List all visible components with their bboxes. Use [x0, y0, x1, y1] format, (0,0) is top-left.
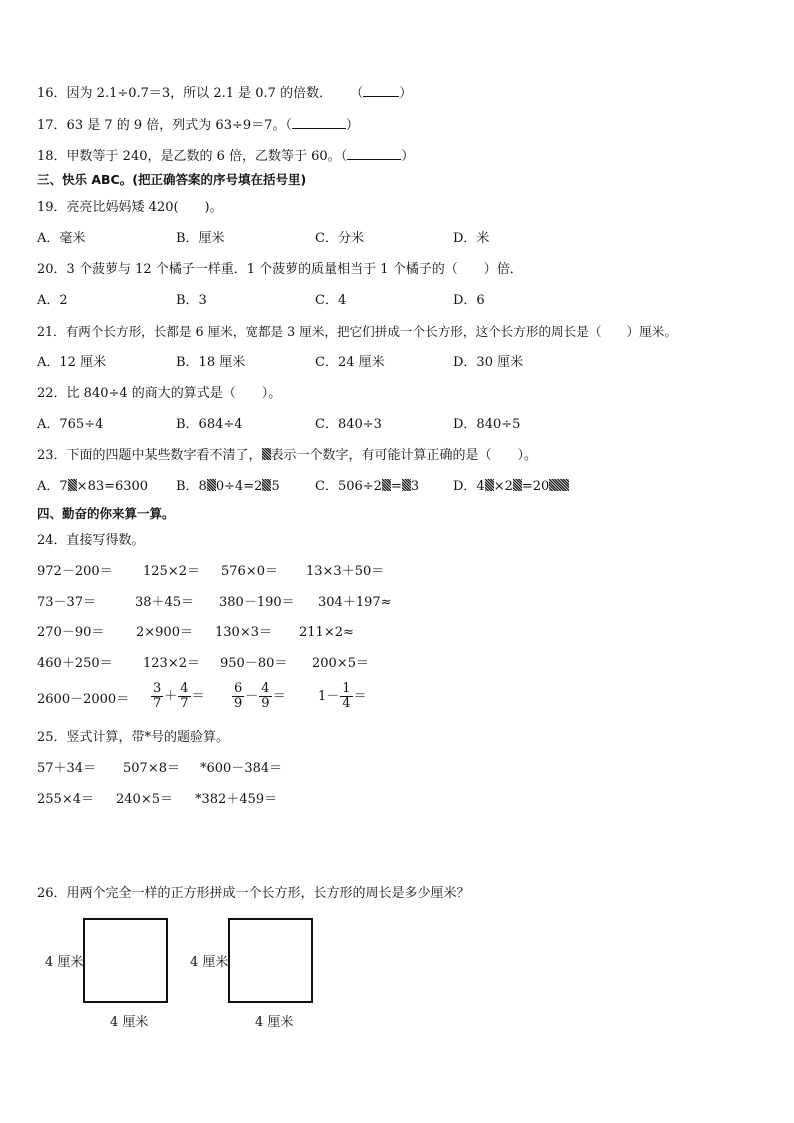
question-19-text: 19．亮亮比妈妈矮 420( )。 — [37, 200, 223, 215]
calc-item: 13×3＋50＝ — [306, 564, 385, 579]
question-17-text: 17．63 是 7 的 9 倍，列式为 63÷9＝7。 — [37, 118, 286, 133]
calc-item: 972－200＝ — [37, 564, 113, 579]
calc-item: *600－384＝ — [200, 761, 283, 776]
question-23 — [37, 448, 537, 464]
q21-option-d[interactable]: D．30 厘米 — [453, 355, 524, 370]
calc-item: 576×0＝ — [221, 564, 278, 579]
fraction-expression-3: 1－ $\frac{1}{4}$ ＝ — [318, 681, 367, 711]
q23-option-c[interactable]: C．506÷2 = 3 — [315, 479, 420, 494]
q20-option-c[interactable]: C．4 — [315, 293, 347, 308]
q21-option-a[interactable]: A．12 厘米 — [37, 355, 107, 370]
calc-item: 38＋45＝ — [135, 595, 195, 610]
q19-option-c[interactable]: C．分米 — [315, 231, 364, 246]
question-18: 18．甲数等于 240，是乙数的 6 倍，乙数等于 60。（ ） — [37, 149, 415, 164]
square-figure-right — [228, 918, 313, 1003]
calc-item: 507×8＝ — [123, 761, 180, 776]
question-26-text: 26．用两个完全一样的正方形拼成一个长方形，长方形的周长是多少厘米？ — [37, 886, 470, 901]
question-21-text: 21．有两个长方形，长都是 6 厘米，宽都是 3 厘米，把它们拼成一个长方形，这个长方形的周长是（ ）厘米。 — [37, 324, 677, 339]
calc-item: 950－80＝ — [220, 656, 288, 671]
question-23-text-after: 表示一个数字，有可能计算正确的是（ ）。 — [270, 448, 538, 463]
answer-blank[interactable] — [347, 147, 401, 160]
obscured-digit-icon — [207, 479, 216, 491]
answer-blank[interactable] — [292, 116, 346, 129]
question-20-text: 20．3 个菠萝与 12 个橘子一样重．1 个菠萝的质量相当于 1 个橘子的（ ）倍． — [37, 262, 523, 277]
question-16: 16．因为 2.1÷0.7＝3，所以 2.1 是 0.7 的倍数． （ ） — [37, 86, 413, 101]
q22-option-c[interactable]: C．840÷3 — [315, 417, 382, 432]
obscured-digit-icon — [262, 448, 271, 460]
section-4-title: 四、勤奋的你来算一算。 — [37, 506, 175, 521]
calc-item: 200×5＝ — [312, 656, 369, 671]
q21-option-c[interactable]: C．24 厘米 — [315, 355, 385, 370]
calc-item: 73－37＝ — [37, 595, 97, 610]
bottom-length-label: 4 厘米 — [110, 1015, 149, 1030]
fraction-expression-1: $\frac{3}{7}$ ＋ $\frac{4}{7}$ ＝ — [153, 681, 205, 711]
q22-option-b[interactable]: B．684÷4 — [176, 417, 243, 432]
obscured-digit-icon — [68, 479, 77, 491]
section-3-title: 三、快乐 ABC。(把正确答案的序号填在括号里) — [37, 172, 307, 187]
calc-item: 240×5＝ — [116, 792, 173, 807]
question-18-text: 18．甲数等于 240，是乙数的 6 倍，乙数等于 60。 — [37, 149, 341, 164]
obscured-digit-icon — [485, 479, 494, 491]
question-16-text: 16．因为 2.1÷0.7＝3，所以 2.1 是 0.7 的倍数． — [37, 86, 333, 101]
calc-item: 460＋250＝ — [37, 656, 113, 671]
obscured-digit-icon — [382, 479, 391, 491]
q20-option-a[interactable]: A．2 — [37, 293, 68, 308]
side-length-label: 4 厘米 — [190, 955, 229, 970]
calc-item: 2600－2000＝ — [37, 692, 130, 707]
calc-item: 123×2＝ — [143, 656, 200, 671]
calc-item: 380－190＝ — [219, 595, 295, 610]
question-24-text: 24．直接写得数。 — [37, 533, 145, 548]
q19-option-b[interactable]: B．厘米 — [176, 231, 225, 246]
calc-item: 125×2＝ — [143, 564, 200, 579]
obscured-digit-icon — [513, 479, 522, 491]
q23-option-a[interactable]: A．7 ×83=6300 — [37, 479, 149, 494]
fraction-expression-2: $\frac{6}{9}$ － $\frac{4}{9}$ ＝ — [234, 681, 286, 711]
calc-item: 2×900＝ — [136, 625, 193, 640]
question-23-text-before: 23．下面的四题中某些数字看不清了， — [37, 448, 262, 463]
q19-option-a[interactable]: A．毫米 — [37, 231, 86, 246]
calc-item: 304＋197≈ — [318, 595, 392, 610]
obscured-digits-icon — [549, 479, 569, 491]
q21-option-b[interactable]: B．18 厘米 — [176, 355, 246, 370]
question-17: 17．63 是 7 的 9 倍，列式为 63÷9＝7。（ ） — [37, 118, 359, 133]
q22-option-d[interactable]: D．840÷5 — [453, 417, 521, 432]
obscured-digit-icon — [402, 479, 411, 491]
q20-option-d[interactable]: D．6 — [453, 293, 485, 308]
calc-item: 57＋34＝ — [37, 761, 97, 776]
square-figure-left — [83, 918, 168, 1003]
calc-item: 211×2≈ — [299, 625, 354, 640]
side-length-label: 4 厘米 — [45, 955, 84, 970]
calc-item: 270－90＝ — [37, 625, 105, 640]
calc-item: 130×3＝ — [215, 625, 272, 640]
question-22-text: 22．比 840÷4 的商大的算式是（ ）。 — [37, 386, 282, 401]
question-25-text: 25．竖式计算，带*号的题验算。 — [37, 730, 230, 745]
q20-option-b[interactable]: B．3 — [176, 293, 207, 308]
q19-option-d[interactable]: D．米 — [453, 231, 490, 246]
q23-option-b[interactable]: B．8 0÷4=2 5 — [176, 479, 280, 494]
answer-blank[interactable] — [363, 84, 399, 97]
calc-item: 255×4＝ — [37, 792, 94, 807]
q23-option-d[interactable]: D．4 ×2 =20 — [453, 479, 569, 495]
bottom-length-label: 4 厘米 — [255, 1015, 294, 1030]
q22-option-a[interactable]: A．765÷4 — [37, 417, 104, 432]
calc-item: *382＋459＝ — [195, 792, 278, 807]
